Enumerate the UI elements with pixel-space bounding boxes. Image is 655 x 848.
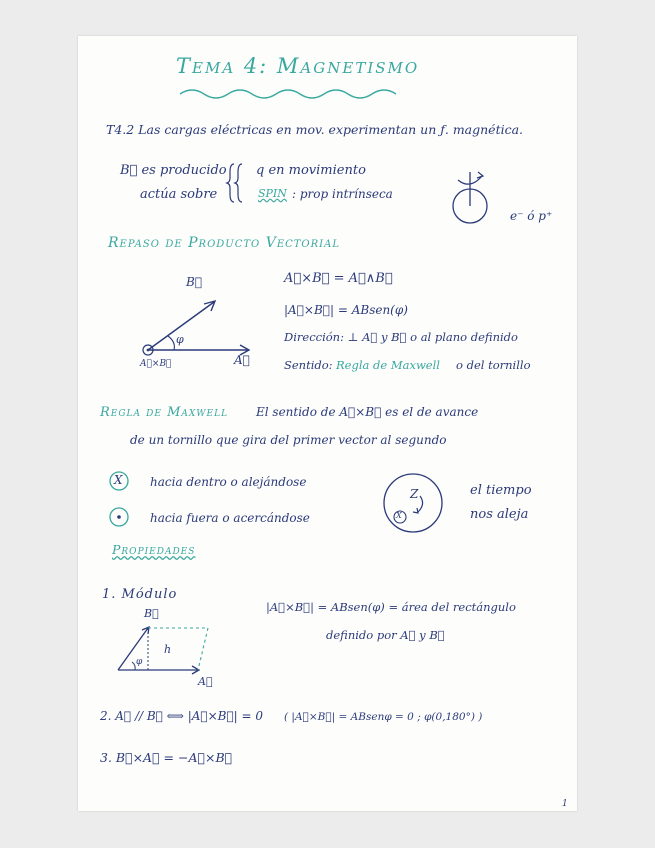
- tiempo-line2: nos aleja: [470, 507, 529, 522]
- out-of-page-circle-icon: [108, 506, 130, 528]
- title-underline-wave: [178, 86, 408, 102]
- prop1-modulo: 1. Módulo: [102, 587, 178, 602]
- q-movimiento: q en movimiento: [256, 163, 366, 178]
- diagram-phi-label: φ: [176, 333, 184, 346]
- notebook-page: [78, 36, 577, 811]
- page-title: Tema 4: Magnetismo: [176, 54, 420, 78]
- actua-sobre: actúa sobre: [140, 187, 218, 202]
- direccion-line: Dirección: ⊥ A⃗ y B⃗ o al plano definido: [284, 330, 518, 344]
- parallelogram-b-label: B⃗: [144, 607, 159, 620]
- repaso-heading: Repaso de Producto Vectorial: [108, 235, 340, 251]
- tiempo-line1: el tiempo: [470, 483, 532, 498]
- particles-label: e⁻ ó p⁺: [510, 209, 553, 223]
- spin-text: : prop intrínseca: [292, 187, 393, 201]
- maxwell-heading: Regla de Maxwell: [100, 405, 229, 420]
- prop3: 3. B⃗×A⃗ = −A⃗×B⃗: [100, 750, 233, 765]
- clock-z: Z: [410, 487, 419, 501]
- diagram-a-label: A⃗: [234, 353, 250, 367]
- parallelogram-phi-label: φ: [136, 657, 143, 667]
- b-es-producido: B⃗ es producido: [120, 163, 227, 178]
- sentido-rule: Regla de Maxwell: [336, 358, 440, 372]
- hacia-dentro: hacia dentro o alejándose: [150, 475, 307, 489]
- prop2-note: ( |A⃗×B⃗| = ABsenφ = 0 ; φ(0,180°) ): [284, 711, 483, 723]
- x-symbol: X: [114, 473, 123, 487]
- propiedades-heading: Propiedades: [112, 542, 196, 557]
- clock-x: X: [396, 511, 402, 520]
- page-number: 1: [562, 799, 568, 809]
- spin-label: SPIN: [258, 187, 287, 200]
- section-t42: T4.2 Las cargas eléctricas en mov. experimentan un ƒ. magnética.: [106, 122, 524, 137]
- double-brace: [226, 162, 246, 204]
- parallelogram-a-label: A⃗: [198, 675, 213, 688]
- sentido-label: Sentido:: [284, 358, 333, 372]
- prop2: 2. A⃗ // B⃗ ⟺ |A⃗×B⃗| = 0: [100, 709, 264, 723]
- diagram-b-label: B⃗: [186, 275, 203, 289]
- sentido-rest: o del tornillo: [456, 358, 531, 372]
- modulus-formula: |A⃗×B⃗| = ABsen(φ): [284, 303, 408, 317]
- maxwell-line2: de un tornillo que gira del primer vector al segundo: [130, 433, 447, 447]
- maxwell-line1: El sentido de A⃗×B⃗ es el de avance: [256, 405, 479, 419]
- modulo-formula: |A⃗×B⃗| = ABsen(φ) = área del rectángulo: [266, 600, 516, 614]
- hacia-fuera: hacia fuera o acercándose: [150, 511, 310, 525]
- spinning-particle-icon: [450, 166, 490, 226]
- diagram-axb-label: A⃗×B⃗: [140, 359, 172, 369]
- clock-time-icon: [380, 472, 446, 534]
- parallelogram-h-label: h: [164, 643, 172, 656]
- modulo-formula2: definido por A⃗ y B⃗: [326, 628, 445, 642]
- cross-def: A⃗×B⃗ = A⃗∧B⃗: [284, 271, 393, 286]
